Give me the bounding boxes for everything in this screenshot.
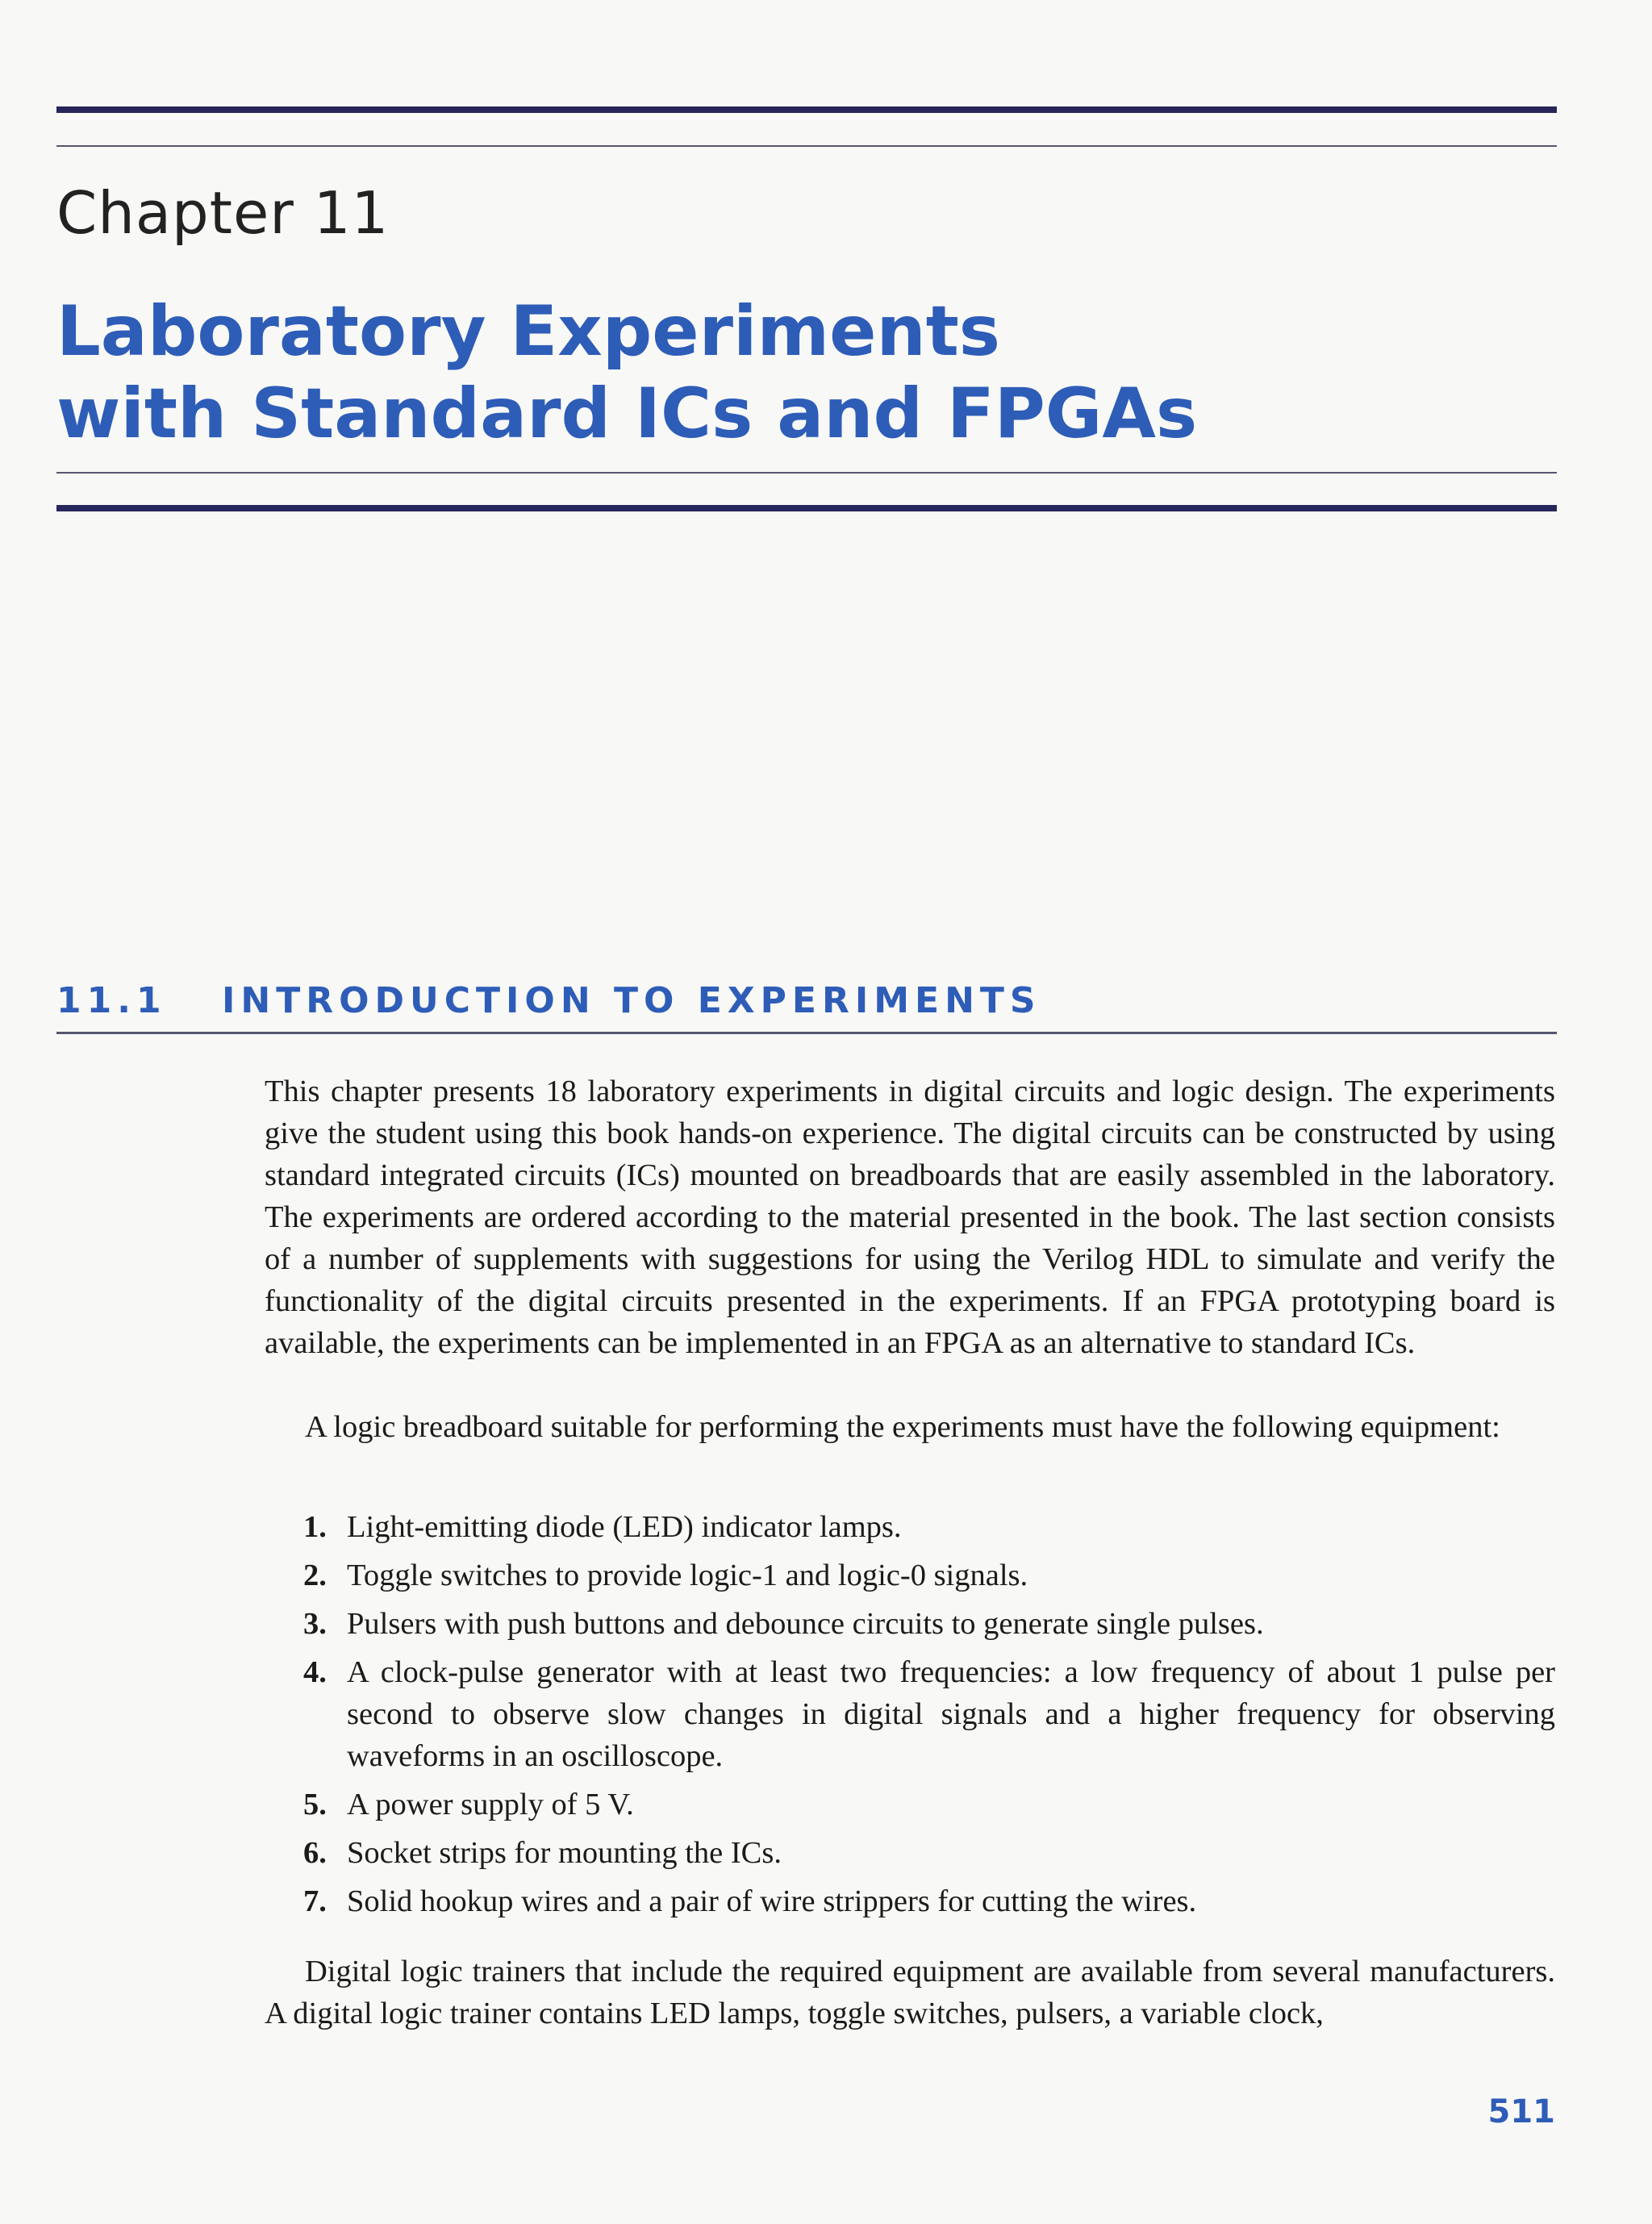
trainers-paragraph: Digital logic trainers that include the required equipment are available from several manufacturers. A digital logic trainer contains LED lamps, toggle switches, pulsers, a variable clock, xyxy=(265,1955,1555,2030)
list-item-text: Light-emitting diode (LED) indicator lamps. xyxy=(347,1510,902,1544)
list-item-number: 1. xyxy=(303,1510,327,1544)
list-item xyxy=(265,1651,1555,1777)
intro-paragraph: This chapter presents 18 laboratory experiments in digital circuits and logic design. The experiments give the student using this book hands-on experience. The digital circuits can be constructed by using standard integrated circuits (ICs) mounted on breadboards that are easily assembled in the laboratory. The experiments are ordered according to the material presented in the book. The last section consists of a number of supplements with suggestions for using the Verilog HDL to simulate and verify the functionality of the digital circuits presented in the experiments. If an FPGA prototyping board is available, the experiments can be implemented in an FPGA as an alternative to standard ICs. xyxy=(265,1074,1555,1360)
chapter-title-line-1: Laboratory Experiments xyxy=(56,291,1000,372)
title-thin-rule xyxy=(56,472,1557,474)
list-item-text: Solid hookup wires and a pair of wire strippers for cutting the wires. xyxy=(347,1884,1197,1918)
section-number: 11.1 xyxy=(56,980,167,1021)
list-item xyxy=(265,1554,1555,1596)
list-item-number: 2. xyxy=(303,1558,327,1592)
section-title: INTRODUCTION TO EXPERIMENTS xyxy=(222,980,1041,1021)
chapter-title-line-2: with Standard ICs and FPGAs xyxy=(56,373,1198,454)
list-item-number: 6. xyxy=(303,1836,327,1870)
list-item xyxy=(265,1880,1555,1922)
equipment-intro-paragraph: A logic breadboard suitable for performing the experiments must have the following equipment: xyxy=(305,1410,1500,1444)
list-item-number: 4. xyxy=(303,1655,327,1689)
list-item xyxy=(265,1832,1555,1874)
list-item-number: 5. xyxy=(303,1788,327,1821)
list-item xyxy=(265,1603,1555,1645)
list-item-number: 3. xyxy=(303,1607,327,1641)
equipment-list xyxy=(265,1506,1555,1929)
list-item-text: Pulsers with push buttons and debounce circuits to generate single pulses. xyxy=(347,1607,1264,1641)
list-item-text: A power supply of 5 V. xyxy=(347,1788,634,1821)
list-item xyxy=(265,1506,1555,1548)
top-thick-rule xyxy=(56,106,1557,113)
top-thin-rule xyxy=(56,145,1557,147)
title-thick-rule xyxy=(56,505,1557,511)
chapter-label: Chapter 11 xyxy=(56,179,390,247)
page-number: 511 xyxy=(1487,2093,1555,2130)
chapter-title xyxy=(56,290,1197,455)
section-heading xyxy=(56,980,1041,1021)
list-item-text: A clock-pulse generator with at least two frequencies: a low frequency of about 1 pulse per second to observe slow changes in digital signals and a higher frequency for observing waveforms in an oscilloscope. xyxy=(347,1655,1555,1773)
list-item-number: 7. xyxy=(303,1884,327,1918)
list-item-text: Socket strips for mounting the ICs. xyxy=(347,1836,782,1870)
section-rule xyxy=(56,1032,1557,1034)
list-item xyxy=(265,1784,1555,1826)
list-item-text: Toggle switches to provide logic-1 and logic-0 signals. xyxy=(347,1558,1028,1592)
